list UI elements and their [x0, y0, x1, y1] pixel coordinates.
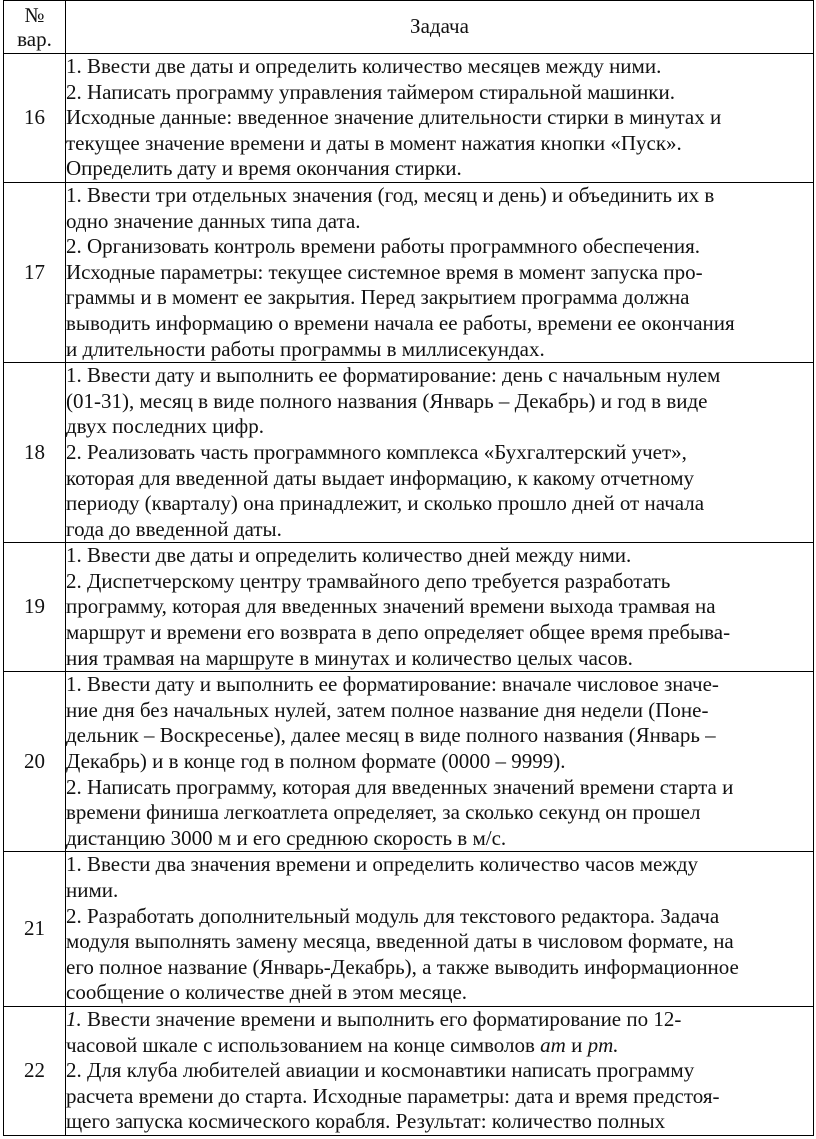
task-line: 1. Ввести дату и выполнить ее форматирование: вначале числовое значе- [66, 672, 719, 697]
task-line-rest: Ввести значение времени и выполнить его форматирование по 12- [81, 1006, 682, 1031]
am-symbol: am [540, 1032, 566, 1057]
variant-number: 19 [4, 543, 66, 672]
task-line: расчета времени до старта. Исходные параметры: дата и время предстоя- [66, 1083, 720, 1108]
task-line: щего запуска космического корабля. Результат: количество полных [66, 1109, 666, 1134]
task-line: модуля выполнять замену месяца, введенной даты в числовом формате, на [66, 929, 734, 954]
table-row-17 [4, 182, 814, 362]
table-row-16 [4, 54, 814, 183]
task-line: ними. [66, 878, 119, 902]
variant-number-header [4, 1, 66, 54]
task-line: 2. Написать программу, которая для введенных значений времени старта и [66, 774, 734, 799]
table-header-row [4, 1, 814, 54]
task-text [66, 672, 814, 852]
table-row-22 [4, 1006, 814, 1135]
table-row-19 [4, 543, 814, 672]
task-line [66, 1007, 813, 1033]
task-line: времени финиша легкоатлета определяет, за сколько секунд он прошел [66, 800, 701, 825]
variant-number: 18 [4, 363, 66, 543]
task-line: выводить информацию о времени начала ее работы, времени ее окончания [66, 310, 735, 335]
task-line: Определить дату и время окончания стирки. [66, 156, 462, 181]
task-line: текущее значение времени и даты в момент нажатия кнопки «Пуск». [66, 130, 682, 155]
variant-number: 17 [4, 182, 66, 362]
task-header: Задача [66, 1, 814, 54]
task-line: 1. Ввести две даты и определить количество месяцев между ними. [66, 54, 662, 78]
table-row-21 [4, 852, 814, 1007]
task-line: Исходные параметры: текущее системное время в момент запуска про- [66, 259, 703, 284]
task-line: Исходные данные: введенное значение длительности стирки в минутах и [66, 105, 722, 130]
variant-number: 22 [4, 1006, 66, 1135]
task-line: 1. Ввести два значения времени и определить количество часов между [66, 852, 699, 877]
task-line: ние дня без начальных нулей, затем полное название дня недели (Поне- [66, 697, 709, 722]
variant-header-line1: № [24, 3, 45, 27]
task-line: 2. Организовать контроль времени работы программного обеспечения. [66, 234, 701, 259]
task-line: двух последних цифр. [66, 414, 264, 439]
task-line: и длительности работы программы в миллисекундах. [66, 336, 545, 361]
task-line: его полное название (Январь-Декабрь), а также выводить информационное [66, 954, 739, 979]
task-line: одно значение данных типа дата. [66, 208, 361, 233]
task-line: программу, которая для введенных значений времени выхода трамвая на [66, 594, 716, 619]
task-line: 2. Для клуба любителей авиации и космонавтики написать программу [66, 1058, 695, 1083]
table-row-20 [4, 672, 814, 852]
task-line-prefix: 1. [66, 1006, 82, 1031]
task-text [66, 1006, 814, 1135]
task-line: дистанцию 3000 м и его среднюю скорость в м/с. [66, 825, 507, 850]
task-line: дельник – Воскресенье), далее месяц в виде полного названия (Январь – [66, 723, 716, 748]
task-line [66, 1033, 813, 1059]
task-line-and: и [565, 1032, 588, 1057]
task-line: сообщение о количестве дней в этом месяце. [66, 980, 468, 1005]
variant-number: 21 [4, 852, 66, 1007]
task-line: 1. Ввести две даты и определить количество дней между ними. [66, 543, 632, 568]
task-line: 2. Реализовать часть программного комплекса «Бухгалтерский учет», [66, 439, 687, 464]
task-line: периоду (кварталу) она принадлежит, и сколько прошло дней от начала [66, 491, 705, 516]
task-line-before: часовой шкале с использованием на конце символов [66, 1032, 541, 1057]
table-row-18 [4, 363, 814, 543]
task-line: (01-31), месяц в виде полного названия (Январь – Декабрь) и год в виде [66, 388, 708, 413]
tasks-table [3, 0, 814, 1136]
task-text [66, 852, 814, 1007]
task-line: маршрут и времени его возврата в депо определяет общее время пребыва- [66, 620, 731, 645]
task-line: 1. Ввести три отдельных значения (год, месяц и день) и объединить их в [66, 182, 715, 207]
task-line: года до введенной даты. [66, 516, 282, 541]
task-text [66, 363, 814, 543]
task-line: граммы и в момент ее закрытия. Перед закрытием программа должна [66, 285, 690, 310]
task-line: 2. Диспетчерскому центру трамвайного депо требуется разработать [66, 568, 671, 593]
variant-number: 16 [4, 54, 66, 183]
task-text [66, 54, 814, 183]
task-line: ния трамвая на маршруте в минутах и количество целых часов. [66, 645, 633, 670]
task-line: 1. Ввести дату и выполнить ее форматирование: день с начальным нулем [66, 363, 721, 388]
variant-header-line2: вар. [17, 27, 52, 51]
task-text [66, 543, 814, 672]
task-line: Декабрь) и в конце год в полном формате (0000 – 9999). [66, 749, 566, 774]
task-line: 2. Разработать дополнительный модуль для текстового редактора. Задача [66, 903, 720, 928]
pm-symbol: pm. [587, 1032, 619, 1057]
variant-number: 20 [4, 672, 66, 852]
task-line: 2. Написать программу управления таймером стиральной машинки. [66, 79, 675, 104]
task-text [66, 182, 814, 362]
task-line: которая для введенной даты выдает информацию, к какому отчетному [66, 465, 694, 490]
